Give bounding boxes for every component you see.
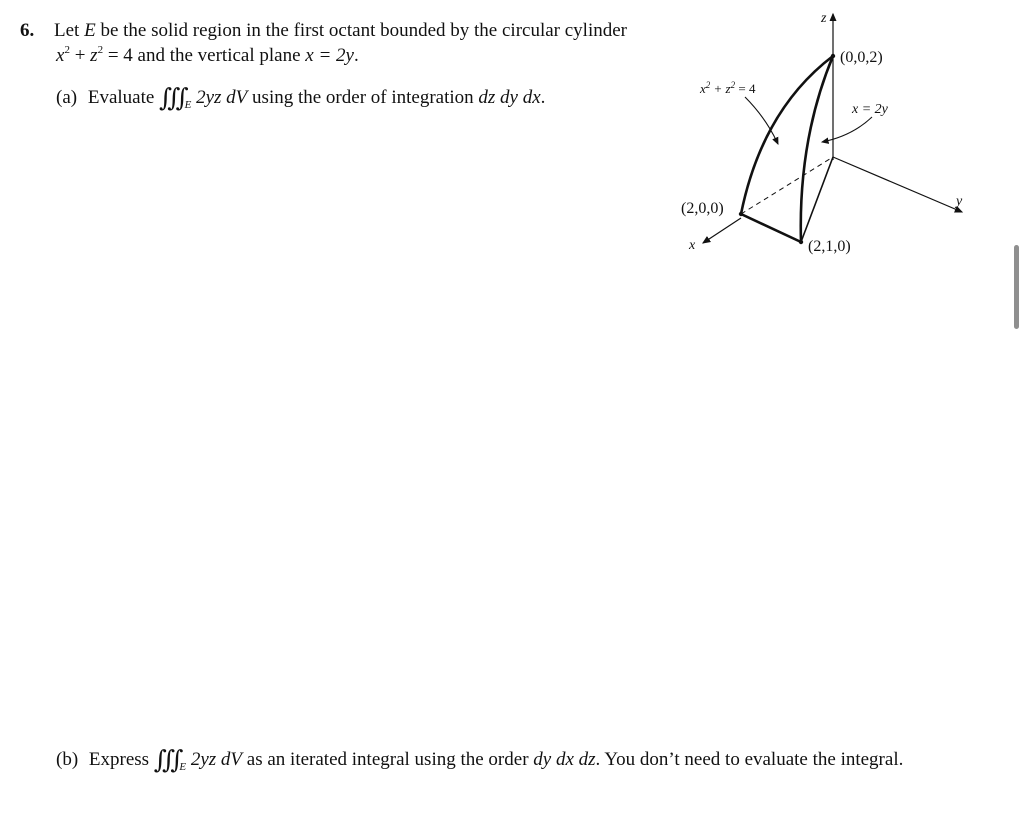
plane-label-arrow xyxy=(822,117,872,142)
problem-number: 6. xyxy=(20,20,35,41)
plane-equation-label: x = 2y xyxy=(852,102,888,117)
point-bottom-marker xyxy=(799,240,803,244)
point-label-2-0-0: (2,0,0) xyxy=(681,200,724,217)
region-variable: E xyxy=(84,20,96,41)
integration-order: dz dy dx xyxy=(478,87,541,108)
cylinder-equation: $x^2 + z^2 = 4$ xyxy=(56,44,133,66)
x-axis xyxy=(703,218,741,243)
base-edge xyxy=(741,214,801,242)
part-b-verb: Express xyxy=(88,749,150,770)
integrand: 2yz dV xyxy=(196,87,248,108)
and-plane-text: and the vertical plane xyxy=(137,45,301,66)
point-x-marker xyxy=(739,212,743,216)
cylinder-label-arrow xyxy=(745,97,778,144)
y-axis-label: y xyxy=(956,194,963,209)
bottom-trace xyxy=(801,157,833,242)
integrand: 2yz dV xyxy=(190,749,243,770)
plane-surface-edge xyxy=(801,56,833,242)
part-a-text: using the order of integration xyxy=(252,87,474,108)
point-top-marker xyxy=(831,54,835,58)
point-label-2-1-0: (2,1,0) xyxy=(808,238,851,255)
part-b-text: as an iterated integral using the order xyxy=(246,749,529,770)
solid-region-figure xyxy=(660,0,990,280)
z-axis-label: z xyxy=(821,11,827,26)
y-axis xyxy=(833,157,962,212)
vertical-scrollbar[interactable] xyxy=(1014,245,1019,329)
intro-text-cont: be the solid region in the first octant bounded by the circular cylinder xyxy=(100,20,628,41)
integration-order: dy dx dz xyxy=(533,749,596,770)
triple-integral-symbol: ∭ xyxy=(153,747,180,774)
problem-statement-line-2: $x^2 + z^2 = 4$ and the vertical plane x = 2y. xyxy=(56,44,359,66)
triple-integral-symbol: ∭ xyxy=(159,85,185,112)
cylinder-equation-label: $x^2 + z^2 = 4$ xyxy=(700,80,756,96)
integral-region: E xyxy=(184,99,192,111)
part-b xyxy=(56,745,903,775)
plane-equation: x = 2y xyxy=(305,45,354,66)
cylinder-surface-edge xyxy=(741,56,833,214)
part-b-label: (b) xyxy=(56,749,79,770)
part-a-verb: Evaluate xyxy=(87,87,155,108)
part-b-tail: . You don’t need to evaluate the integral. xyxy=(595,749,904,770)
problem-statement-line-1 xyxy=(54,20,627,42)
x-axis-label: x xyxy=(689,238,696,253)
part-a: (a) Evaluate $∭_E$ 2yz dV using the order of integration dz dy dx. xyxy=(56,85,546,112)
integral-region: E xyxy=(179,761,187,773)
part-a-label: (a) xyxy=(56,87,78,108)
intro-text: Let xyxy=(54,20,80,41)
point-label-0-0-2: (0,0,2) xyxy=(840,49,883,66)
